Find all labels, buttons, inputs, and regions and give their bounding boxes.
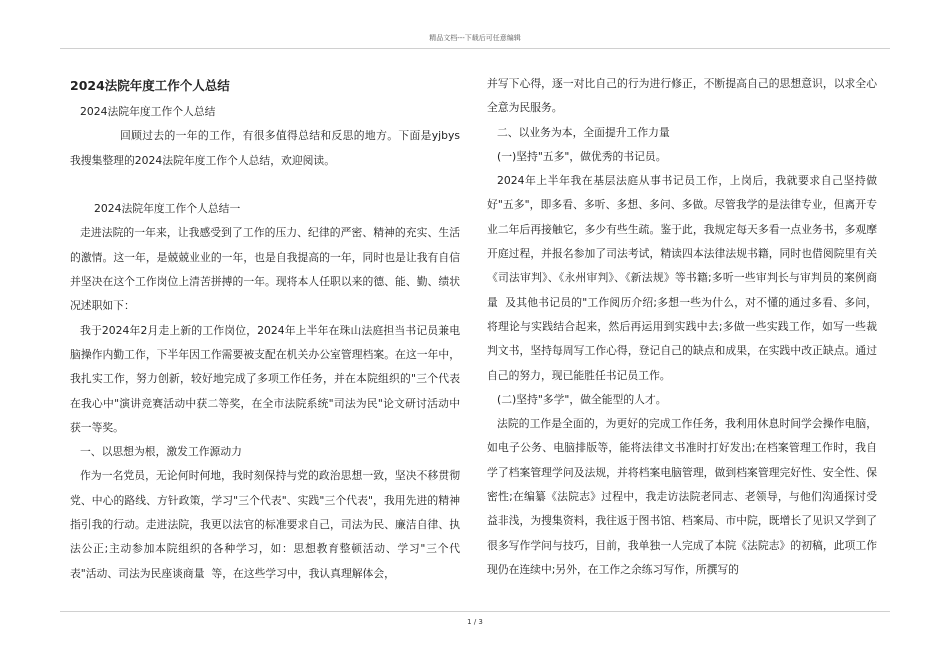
page-header: 精品文档---下载后可任意编辑 <box>429 34 521 42</box>
body-paragraph: 走进法院的一年来，让我感受到了工作的压力、纪律的严密、精神的充实、生活的激情。这一年，是兢兢业业的一年，也是自我提高的一年，同时也是让我有自信并坚决在这个工作岗位上清苦拼搏的一年。现将本人任职以来的德、能、勤、绩状况述职如下： <box>70 226 460 313</box>
intro-paragraph: 回顾过去的一年的工作，有很多值得总结和反思的地方。下面是yjbys我搜集整理的2024法院年度工作个人总结，欢迎阅读。 <box>70 129 460 167</box>
left-column <box>70 74 460 586</box>
body-paragraph: 法院的工作是全面的，为更好的完成工作任务，我利用休息时间学会操作电脑，如电子公务、电脑排版等，能将法律文书准时打好发出;在档案管理工作时，我自学了档案管理学问及法规，并将档案电脑管理，做到档案管理完好性、安全性、保密性;在编纂《法院志》过程中，我走访法院老同志、老领导，与他们沟通探讨受益非浅，为搜集资料，我往返于图书馆、档案局、市中院，既增长了见识又学到了很多写作学问与技巧，目前，我单独一人完成了本院《法院志》的初稿，此项工作现仍在连续中;另外，在工作之余练习写作，所撰写的 <box>487 417 877 576</box>
body-paragraph: 2024年上半年我在基层法庭从事书记员工作，上岗后，我就要求自己坚持做好"五多"，即多看、多听、多想、多问、多做。尽管我学的是法律专业，但离开专业二年后再接触它，多少有些生疏。鉴于此，我规定每天多看一点业务书，多观摩开庭过程，并报名参加了司法考试，精读四本法律法规书籍，同时也借阅院里有关《司法审判》、《永州审判》、《新法规》等书籍;多听一些审判长与审判员的案例商量 及其他书记员的"工作阅历介绍;多想一些为什么，对不懂的通过多看、多问，将理论与实践结合起来，然后再运用到实践中去;多做一些实践工作，如写一些裁判文书，坚持每周写工作心得，登记自己的缺点和成果，在实践中改正缺点。通过自己的努力，现已能胜任书记员工作。 <box>487 174 877 382</box>
right-column <box>487 72 877 582</box>
document-title: 2024法院年度工作个人总结 <box>70 78 230 93</box>
header-divider <box>60 48 890 49</box>
footer-divider <box>60 611 890 612</box>
section-heading: 一、以思想为根，激发工作源动力 <box>80 445 242 459</box>
page-indicator: 1 / 3 <box>467 618 483 626</box>
section-heading: 二、以业务为本，全面提升工作力量 <box>497 125 670 139</box>
blank-line <box>70 173 460 197</box>
section-heading: 2024法院年度工作个人总结一 <box>94 202 241 216</box>
body-paragraph: 作为一名党员，无论何时何地，我时刻保持与党的政治思想一致，坚决不移贯彻党、中心的路线、方针政策，学习"三个代表"、实践"三个代表"，我用先进的精神指引我的行动。走进法院，我更以法官的标准要求自己，司法为民、廉洁自律、执法公正;主动参加本院组织的各种学习，如：思想教育整顿活动、学习"三个代表"活动、司法为民座谈商量 等，在这些学习中，我认真理解体会， <box>70 469 460 580</box>
subtitle-paragraph: 2024法院年度工作个人总结 <box>80 105 216 118</box>
subsection-heading: (一)坚持"五多"，做优秀的书记员。 <box>497 149 667 163</box>
body-paragraph: 我于2024年2月走上新的工作岗位，2024年上半年在珠山法庭担当书记员兼电脑操作内勤工作，下半年因工作需要被支配在机关办公室管理档案。在这一年中，我扎实工作，努力创新，较好地完成了多项工作任务，并在本院组织的"三个代表在我心中"演讲竞赛活动中获二等奖，在全市法院系统"司法为民"论文研讨活动中获一等奖。 <box>70 323 460 434</box>
subsection-heading: (二)坚持"多学"，做全能型的人才。 <box>497 392 667 406</box>
body-paragraph: 并写下心得，逐一对比自己的行为进行修正，不断提高自己的思想意识，以求全心全意为民服务。 <box>487 77 877 115</box>
